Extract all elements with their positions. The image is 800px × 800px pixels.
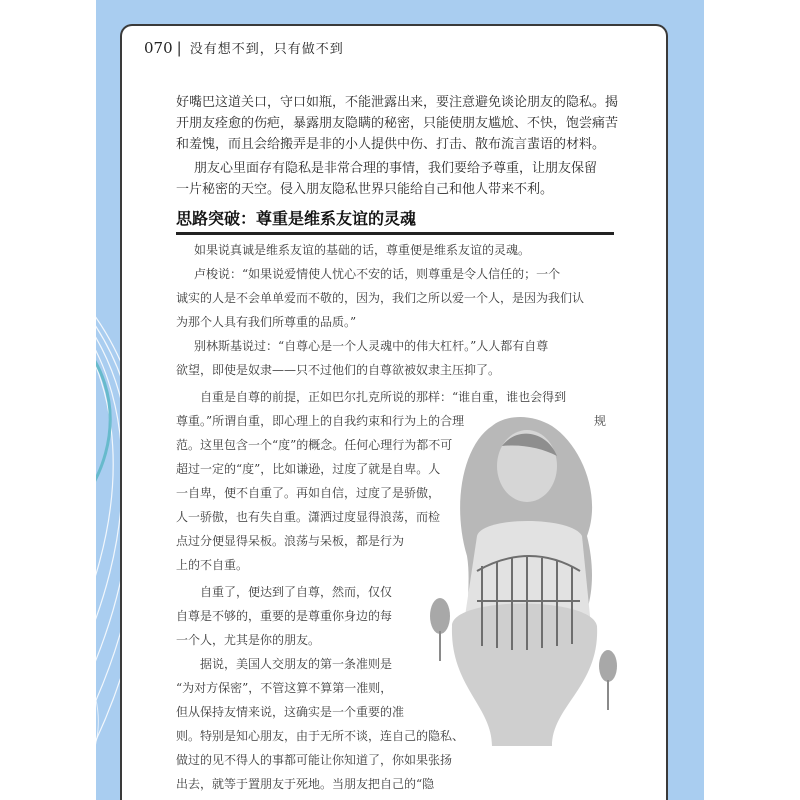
section-line: “为对方保密”，不管这算不算第一准则， (176, 681, 393, 695)
section-line: 超过一定的“度”，比如谦逊，过度了就是自卑。人 (176, 462, 441, 476)
section-line: 欲望，即使是奴隶——只不过他们的自尊欲被奴隶主压抑了。 (176, 363, 501, 377)
section-line: 一自卑，便不自重了。再如自信，过度了是骄傲， (176, 486, 441, 500)
section-line: 如果说真诚是维系友谊的基础的话，尊重便是维系友谊的灵魂。 (194, 243, 531, 257)
section-line: 别林斯基说过：“自尊心是一个人灵魂中的伟大杠杆。”人人都有自尊 (194, 339, 549, 353)
page-number: 070 (144, 39, 173, 57)
section-heading-rule (176, 232, 614, 235)
header-separator: | (176, 39, 182, 57)
section-line: 一个人，尤其是你的朋友。 (176, 633, 321, 647)
section-line: 人一骄傲，也有失自重。潇洒过度显得浪荡，而检 (176, 510, 441, 524)
section-line: 点过分便显得呆板。浪荡与呆板，都是行为 (176, 534, 405, 548)
section-line: 自尊是不够的，重要的是尊重你身边的每 (176, 609, 393, 623)
section-line: 自重了，便达到了自尊，然而，仅仅 (200, 585, 393, 599)
book-page (120, 24, 668, 800)
section-line-fragment: 规 (594, 414, 607, 428)
section-line: 出去，就等于置朋友于死地。当朋友把自己的“隐 (176, 777, 435, 791)
body-line: 开朋友痊愈的伤疤，暴露朋友隐瞒的秘密，只能使朋友尴尬、不快，饱尝痛苦 (176, 116, 619, 131)
body-line: 一片秘密的天空。侵入朋友隐私世界只能给自己和他人带来不利。 (176, 182, 554, 197)
page-header (144, 38, 344, 57)
body-line: 好嘴巴这道关口，守口如瓶，不能泄露出来，要注意避免谈论朋友的隐私。揭 (176, 95, 619, 110)
section-heading: 思路突破：尊重是维系友谊的灵魂 (176, 209, 417, 228)
section-line: 尊重。”所谓自重，即心理上的自我约束和行为上的合理 (176, 414, 465, 428)
section-line: 卢梭说：“如果说爱情使人忧心不安的话，则尊重是令人信任的；一个 (194, 267, 561, 281)
section-line: 做过的见不得人的事都可能让你知道了，你如果张扬 (176, 753, 453, 767)
section-line: 但从保持友情来说，这确实是一个重要的准 (176, 705, 405, 719)
body-line: 朋友心里面存有隐私是非常合理的事情，我们要给予尊重，让朋友保留 (194, 161, 598, 176)
section-line: 则。特别是知心朋友，由于无所不谈，连自己的隐私、 (176, 729, 465, 743)
section-line: 为那个人具有我们所尊重的品质。” (176, 315, 357, 329)
section-line: 上的不自重。 (176, 558, 249, 572)
section-line: 诚实的人是不会单单爱而不敬的，因为，我们之所以爱一个人，是因为我们认 (176, 291, 585, 305)
girl-illustration (422, 386, 622, 746)
section-line: 范。这里包含一个“度”的概念。任何心理行为都不可 (176, 438, 453, 452)
book-title: 没有想不到，只有做不到 (189, 42, 344, 57)
section-line: 自重是自尊的前提，正如巴尔扎克所说的那样：“谁自重，谁也会得到 (200, 390, 567, 404)
body-line: 和羞愧，而且会给搬弄是非的小人提供中伤、打击、散布流言蜚语的材料。 (176, 137, 606, 152)
section-line: 据说，美国人交朋友的第一条准则是 (200, 657, 393, 671)
